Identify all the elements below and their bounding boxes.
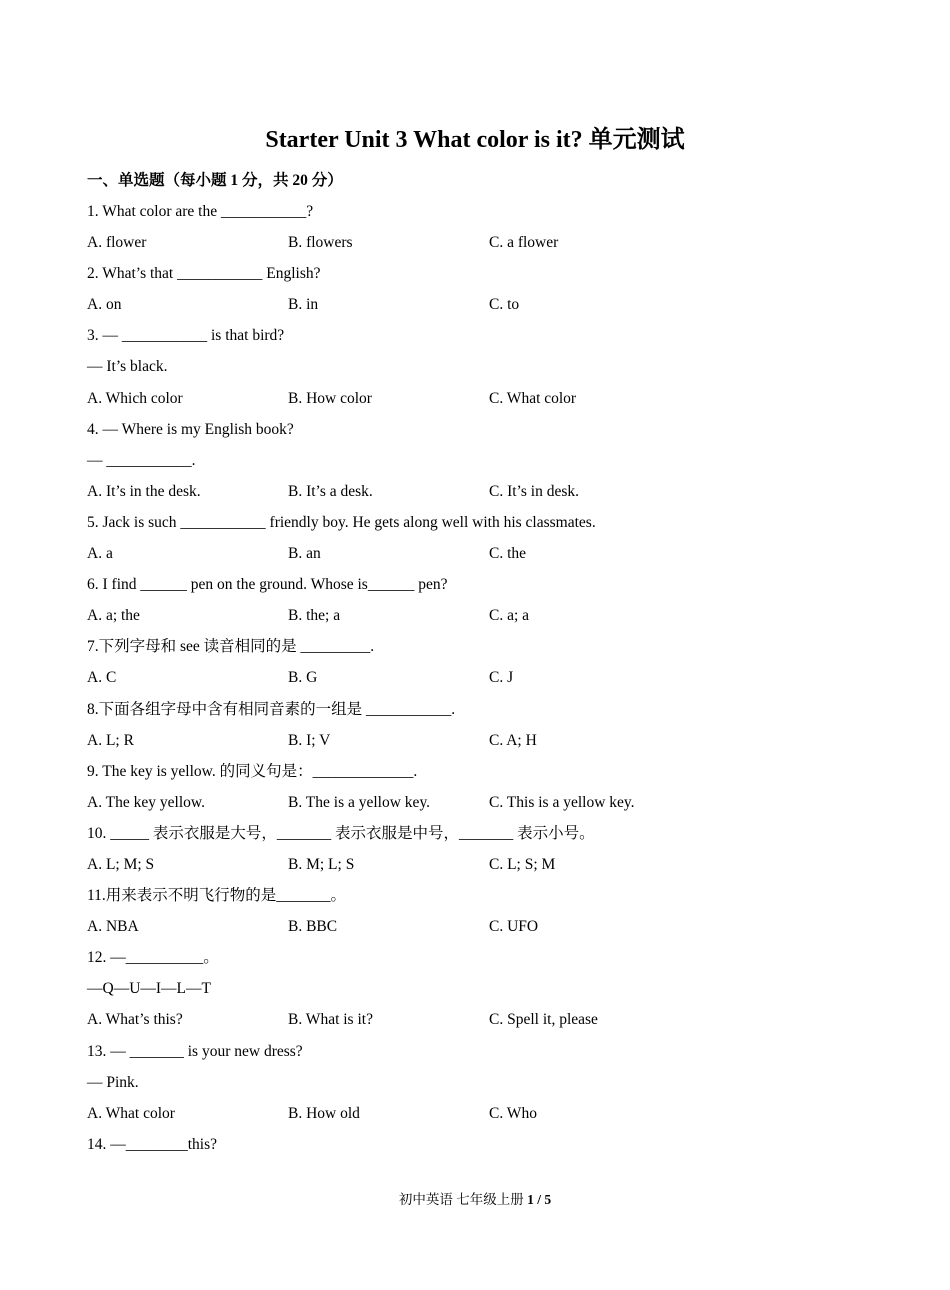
page-footer [0, 1190, 950, 1210]
answer-option-b: B. The is a yellow key. [288, 793, 431, 811]
answer-option-c: C. UFO [489, 918, 539, 936]
answer-option-a: A. a [87, 545, 113, 563]
answer-option-a: A. It’s in the desk. [87, 482, 201, 500]
question-line: 7.下列字母和 see 读音相同的是 _________. [87, 638, 375, 656]
answer-options-row [87, 604, 887, 635]
answer-option-a: A. What color [87, 1104, 175, 1122]
answer-options-row [87, 915, 887, 946]
answer-options-row [87, 729, 887, 760]
question-line: 8.下面各组字母中含有相同音素的一组是 ___________. [87, 700, 456, 718]
answer-option-a: A. The key yellow. [87, 793, 205, 811]
answer-option-c: C. Spell it, please [489, 1011, 598, 1029]
question-line: —Q—U—I—L—T [87, 980, 211, 998]
answer-option-c: C. Who [489, 1104, 537, 1122]
question-line: 6. I find ______ pen on the ground. Whose is______ pen? [87, 576, 448, 594]
answer-options-row [87, 1008, 887, 1039]
answer-option-a: A. L; M; S [87, 855, 155, 873]
answer-option-b: B. How color [288, 389, 372, 407]
answer-option-a: A. L; R [87, 731, 134, 749]
answer-option-a: A. What’s this? [87, 1011, 183, 1029]
question-line: 11.用来表示不明飞行物的是_______。 [87, 887, 347, 905]
question-line: — It’s black. [87, 358, 168, 376]
answer-option-a: A. NBA [87, 918, 139, 936]
question-line: — Pink. [87, 1073, 139, 1091]
answer-option-b: B. What is it? [288, 1011, 373, 1029]
answer-option-c: C. J [489, 669, 514, 687]
answer-options-row [87, 387, 887, 418]
answer-option-c: C. L; S; M [489, 855, 556, 873]
answer-options-row [87, 1102, 887, 1133]
question-line: 13. — _______ is your new dress? [87, 1042, 303, 1060]
question-line: 14. —________this? [87, 1135, 218, 1153]
answer-options-row [87, 231, 887, 262]
footer-course: 初中英语 七年级上册 [398, 1192, 524, 1207]
answer-option-b: B. G [288, 669, 318, 687]
answer-option-b: B. It’s a desk. [288, 482, 373, 500]
answer-option-c: C. the [489, 545, 527, 563]
footer-page-number: 1 / 5 [527, 1192, 552, 1207]
question-line: — ___________. [87, 451, 196, 469]
question-line: 1. What color are the ___________? [87, 203, 314, 220]
answer-options-row [87, 293, 887, 324]
question-line: 9. The key is yellow. 的同义句是：_____________. [87, 762, 418, 780]
answer-option-c: C. A; H [489, 731, 537, 749]
answer-options-row [87, 480, 887, 511]
answer-option-a: A. flower [87, 234, 147, 252]
answer-options-row [87, 791, 887, 822]
question-line: 4. — Where is my English book? [87, 420, 294, 438]
question-line: 3. — ___________ is that bird? [87, 327, 285, 345]
section-header: 一、单选题（每小题 1 分，共 20 分） [87, 172, 343, 189]
answer-option-c: C. a; a [489, 607, 530, 625]
question-line: 5. Jack is such ___________ friendly boy. He gets along well with his classmates. [87, 513, 596, 531]
question-line: 10. _____ 表示衣服是大号，_______ 表示衣服是中号，_______ 表示小号。 [87, 824, 595, 842]
answer-option-c: C. This is a yellow key. [489, 793, 635, 811]
answer-option-b: B. in [288, 296, 319, 314]
answer-option-c: C. It’s in desk. [489, 482, 579, 500]
page-title: Starter Unit 3 What color is it? 单元测试 [265, 127, 685, 153]
question-line: 12. —__________。 [87, 949, 219, 967]
answer-option-c: C. a flower [489, 234, 559, 252]
answer-option-b: B. an [288, 545, 321, 563]
answer-option-b: B. How old [288, 1104, 360, 1122]
answer-option-a: A. a; the [87, 607, 140, 625]
answer-option-c: C. What color [489, 389, 577, 407]
answer-option-a: A. Which color [87, 389, 183, 407]
answer-option-b: B. M; L; S [288, 855, 355, 873]
answer-option-a: A. C [87, 669, 117, 687]
answer-options-row [87, 853, 887, 884]
answer-option-a: A. on [87, 296, 122, 314]
question-list [87, 200, 887, 1164]
answer-options-row [87, 666, 887, 697]
answer-options-row [87, 542, 887, 573]
answer-option-c: C. to [489, 296, 520, 314]
question-line: 2. What’s that ___________ English? [87, 265, 321, 283]
answer-option-b: B. BBC [288, 918, 338, 936]
answer-option-b: B. the; a [288, 607, 341, 625]
answer-option-b: B. flowers [288, 234, 353, 252]
answer-option-b: B. I; V [288, 731, 331, 749]
